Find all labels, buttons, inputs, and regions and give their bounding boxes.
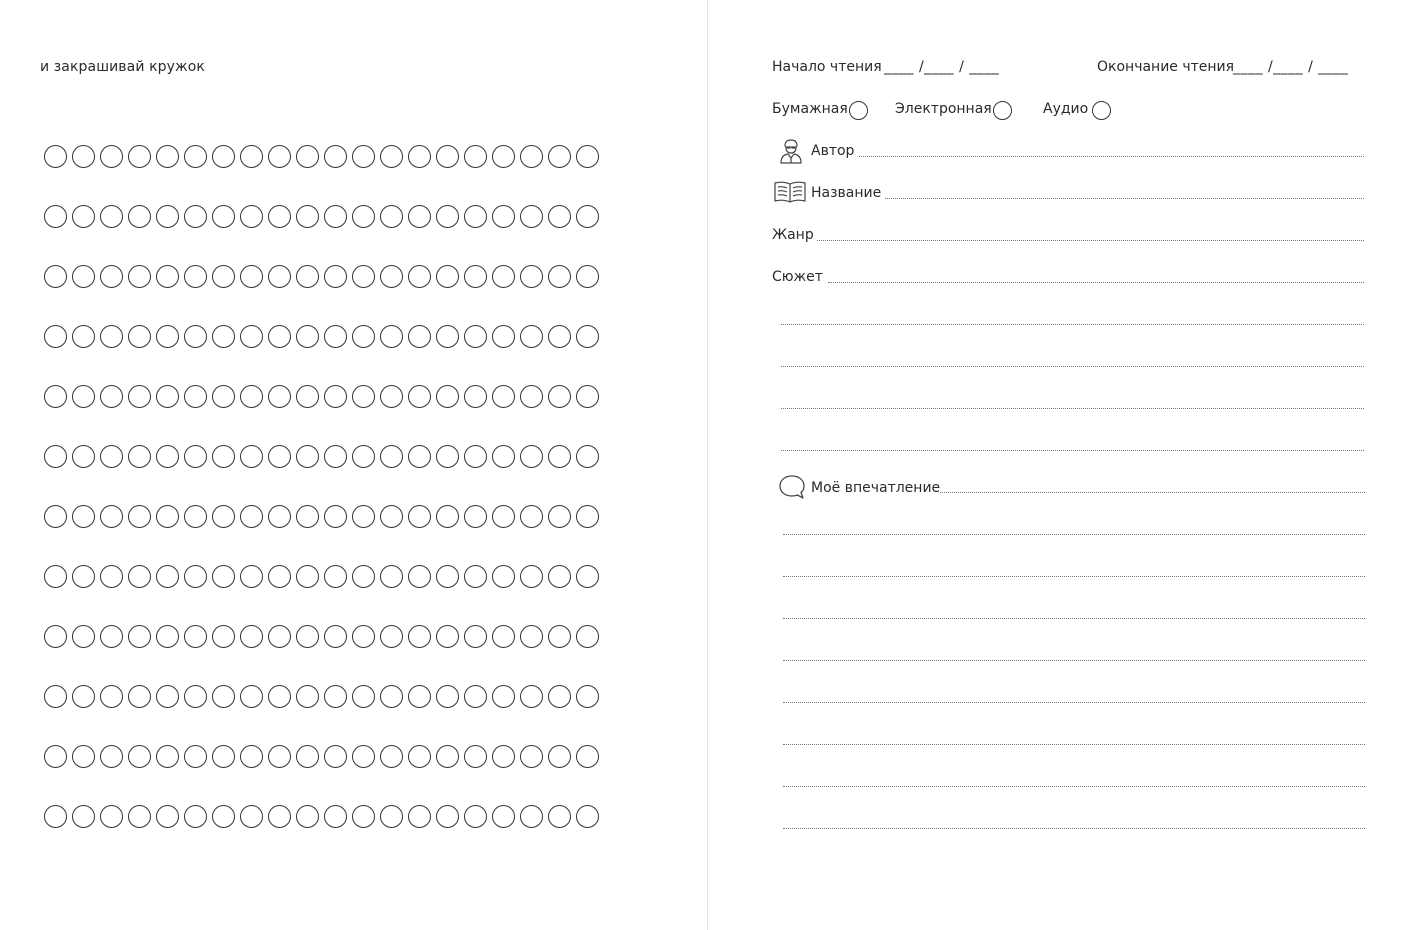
fill-circle[interactable] [464,325,487,348]
fill-circle[interactable] [100,205,123,228]
fill-circle[interactable] [548,145,571,168]
fill-circle[interactable] [436,805,459,828]
fill-circle[interactable] [184,505,207,528]
fill-circle[interactable] [576,505,599,528]
fill-circle[interactable] [100,445,123,468]
fill-circle[interactable] [548,505,571,528]
fill-circle[interactable] [184,625,207,648]
fill-circle[interactable] [100,745,123,768]
fill-circle[interactable] [492,445,515,468]
fill-circle[interactable] [576,685,599,708]
fill-circle[interactable] [464,625,487,648]
fill-circle[interactable] [352,265,375,288]
fill-circle[interactable] [408,325,431,348]
fill-circle[interactable] [380,625,403,648]
fill-circle[interactable] [436,445,459,468]
plot-input-line[interactable] [781,408,1364,409]
fill-circle[interactable] [100,625,123,648]
fill-circle[interactable] [72,205,95,228]
fill-circle[interactable] [212,505,235,528]
fill-circle[interactable] [128,805,151,828]
fill-circle[interactable] [380,745,403,768]
fill-circle[interactable] [408,505,431,528]
fill-circle[interactable] [100,565,123,588]
fill-circle[interactable] [44,145,67,168]
plot-input-line[interactable] [781,324,1364,325]
title-label: Название [811,185,882,201]
fill-circle[interactable] [464,685,487,708]
fill-circle[interactable] [128,265,151,288]
fill-circle[interactable] [156,385,179,408]
fill-circle[interactable] [156,625,179,648]
fill-circle[interactable] [128,745,151,768]
fill-circle[interactable] [184,325,207,348]
format-audio-label: Аудио [1043,101,1089,117]
fill-circle[interactable] [128,385,151,408]
fill-circle[interactable] [464,265,487,288]
fill-circle[interactable] [72,325,95,348]
fill-circle[interactable] [352,565,375,588]
fill-circle[interactable] [268,265,291,288]
fill-circle[interactable] [240,565,263,588]
fill-circle[interactable] [240,385,263,408]
fill-circle[interactable] [464,565,487,588]
fill-circle[interactable] [520,445,543,468]
fill-circle[interactable] [380,445,403,468]
impression-input-line[interactable] [783,576,1365,577]
fill-circle[interactable] [72,445,95,468]
fill-circle[interactable] [492,685,515,708]
fill-circle[interactable] [352,205,375,228]
fill-circle[interactable] [156,145,179,168]
fill-circle[interactable] [296,505,319,528]
fill-circle[interactable] [492,565,515,588]
fill-circle[interactable] [268,325,291,348]
fill-circle[interactable] [520,265,543,288]
circle-row [44,685,604,711]
fill-circle[interactable] [240,685,263,708]
reading-end-label: Окончание чтения [1097,59,1235,75]
circle-row [44,505,604,531]
fill-circle[interactable] [212,445,235,468]
fill-circle[interactable] [492,805,515,828]
impression-input-line[interactable] [783,618,1365,619]
fill-circle[interactable] [324,325,347,348]
plot-label: Сюжет [772,269,823,285]
fill-circle[interactable] [44,565,67,588]
impression-input-line[interactable] [783,534,1365,535]
fill-circle[interactable] [212,145,235,168]
fill-circle[interactable] [436,385,459,408]
fill-circle[interactable] [548,685,571,708]
fill-circle[interactable] [520,625,543,648]
fill-circle[interactable] [408,145,431,168]
fill-circle[interactable] [296,685,319,708]
fill-circle[interactable] [156,685,179,708]
fill-circle[interactable] [72,685,95,708]
author-label: Автор [811,143,855,159]
fill-circle[interactable] [128,145,151,168]
fill-circle[interactable] [548,625,571,648]
fill-circle[interactable] [184,565,207,588]
fill-circle[interactable] [268,505,291,528]
fill-circle[interactable] [380,145,403,168]
fill-circle[interactable] [492,325,515,348]
fill-circle[interactable] [492,385,515,408]
open-book-icon [773,180,807,204]
fill-circle[interactable] [352,745,375,768]
title-input-line[interactable] [885,198,1364,199]
page-divider [707,0,708,930]
fill-circle[interactable] [324,685,347,708]
fill-circle[interactable] [268,145,291,168]
fill-circle[interactable] [436,625,459,648]
fill-circle[interactable] [128,505,151,528]
fill-circle[interactable] [324,505,347,528]
fill-circle[interactable] [212,265,235,288]
fill-circle[interactable] [44,625,67,648]
fill-circle[interactable] [72,145,95,168]
fill-circle[interactable] [408,565,431,588]
format-audio-checkbox[interactable] [1092,101,1111,120]
fill-circle[interactable] [156,205,179,228]
fill-circle[interactable] [156,745,179,768]
fill-circle[interactable] [352,625,375,648]
fill-circle[interactable] [408,385,431,408]
fill-circle[interactable] [520,565,543,588]
impression-input-line[interactable] [783,828,1365,829]
fill-circle[interactable] [268,625,291,648]
fill-circle[interactable] [576,445,599,468]
impression-input-line[interactable] [783,702,1365,703]
fill-circle[interactable] [492,625,515,648]
fill-circle[interactable] [576,805,599,828]
author-portrait-icon [779,138,803,164]
fill-circle[interactable] [240,445,263,468]
fill-circle[interactable] [548,745,571,768]
fill-circle[interactable] [352,685,375,708]
circles-grid [44,145,604,865]
fill-circle[interactable] [72,745,95,768]
fill-circle[interactable] [464,145,487,168]
fill-circle[interactable] [436,505,459,528]
fill-circle[interactable] [72,505,95,528]
fill-circle[interactable] [436,745,459,768]
plot-input-line[interactable] [781,450,1364,451]
fill-circle[interactable] [548,205,571,228]
fill-circle[interactable] [324,805,347,828]
fill-circle[interactable] [548,445,571,468]
circle-row [44,205,604,231]
format-electronic-checkbox[interactable] [993,101,1012,120]
reading-end-date-field[interactable]: ____ /____ / ____ [1233,59,1349,75]
impression-input-line[interactable] [940,492,1365,493]
fill-circle[interactable] [128,445,151,468]
circle-row [44,385,604,411]
fill-circle[interactable] [408,445,431,468]
fill-circle[interactable] [352,325,375,348]
fill-circle[interactable] [352,805,375,828]
fill-circle[interactable] [128,205,151,228]
fill-circle[interactable] [212,325,235,348]
fill-circle[interactable] [212,205,235,228]
fill-circle[interactable] [240,745,263,768]
fill-circle[interactable] [576,265,599,288]
fill-circle[interactable] [44,685,67,708]
fill-circle[interactable] [240,805,263,828]
fill-circle[interactable] [492,505,515,528]
circle-row [44,805,604,831]
fill-circle[interactable] [380,565,403,588]
fill-circle[interactable] [436,685,459,708]
fill-circle[interactable] [324,265,347,288]
fill-circle[interactable] [520,385,543,408]
author-input-line[interactable] [859,156,1364,157]
fill-circle[interactable] [240,205,263,228]
fill-circle[interactable] [44,805,67,828]
fill-circle[interactable] [380,205,403,228]
fill-circle[interactable] [100,385,123,408]
fill-circle[interactable] [352,445,375,468]
fill-circle[interactable] [44,385,67,408]
fill-circle[interactable] [212,565,235,588]
fill-circle[interactable] [268,205,291,228]
fill-circle[interactable] [436,205,459,228]
fill-circle[interactable] [100,265,123,288]
fill-circle[interactable] [72,265,95,288]
fill-circle[interactable] [184,805,207,828]
fill-circle[interactable] [324,445,347,468]
fill-circle[interactable] [44,325,67,348]
fill-circle[interactable] [184,685,207,708]
fill-circle[interactable] [44,205,67,228]
impression-label: Моё впечатление [811,480,941,496]
fill-circle[interactable] [184,265,207,288]
fill-circle[interactable] [576,145,599,168]
fill-circle[interactable] [212,385,235,408]
fill-circle[interactable] [548,565,571,588]
fill-circle[interactable] [184,385,207,408]
fill-circle[interactable] [464,505,487,528]
fill-circle[interactable] [128,625,151,648]
fill-circle[interactable] [296,745,319,768]
fill-circle[interactable] [268,685,291,708]
reading-start-label: Начало чтения [772,59,882,75]
fill-circle[interactable] [268,745,291,768]
fill-circle[interactable] [436,145,459,168]
fill-circle[interactable] [156,805,179,828]
fill-circle[interactable] [464,745,487,768]
fill-circle[interactable] [324,745,347,768]
fill-circle[interactable] [100,325,123,348]
fill-circle[interactable] [576,565,599,588]
fill-circle[interactable] [548,385,571,408]
fill-circle[interactable] [240,325,263,348]
fill-circle[interactable] [520,505,543,528]
fill-circle[interactable] [352,145,375,168]
format-paper-checkbox[interactable] [849,101,868,120]
fill-circle[interactable] [576,385,599,408]
fill-circle[interactable] [44,265,67,288]
fill-circle[interactable] [128,325,151,348]
fill-circle[interactable] [296,325,319,348]
fill-circle[interactable] [576,325,599,348]
fill-circle[interactable] [380,505,403,528]
fill-circle[interactable] [156,565,179,588]
fill-circle[interactable] [212,805,235,828]
fill-circle[interactable] [156,505,179,528]
fill-circle[interactable] [184,205,207,228]
fill-circle[interactable] [296,805,319,828]
fill-circle[interactable] [520,205,543,228]
fill-circle[interactable] [184,445,207,468]
fill-circle[interactable] [380,685,403,708]
fill-circle[interactable] [72,565,95,588]
fill-circle[interactable] [100,685,123,708]
impression-input-line[interactable] [783,660,1365,661]
impression-input-line[interactable] [783,786,1365,787]
fill-circle[interactable] [408,685,431,708]
fill-circle[interactable] [408,805,431,828]
fill-circle[interactable] [352,385,375,408]
plot-input-line[interactable] [781,366,1364,367]
fill-circle[interactable] [268,805,291,828]
fill-circle[interactable] [184,145,207,168]
fill-circle[interactable] [324,145,347,168]
fill-circle[interactable] [268,445,291,468]
fill-circle[interactable] [464,445,487,468]
fill-circle[interactable] [72,385,95,408]
fill-circle[interactable] [72,805,95,828]
fill-circle[interactable] [464,385,487,408]
fill-circle[interactable] [296,205,319,228]
fill-circle[interactable] [100,505,123,528]
fill-circle[interactable] [520,145,543,168]
fill-circle[interactable] [44,745,67,768]
circle-row [44,625,604,651]
fill-circle[interactable] [576,625,599,648]
fill-circle[interactable] [240,265,263,288]
plot-input-line[interactable] [828,282,1364,283]
circle-row [44,145,604,171]
fill-circle[interactable] [240,625,263,648]
fill-circle[interactable] [492,145,515,168]
fill-circle[interactable] [436,325,459,348]
fill-circle[interactable] [296,625,319,648]
fill-circle[interactable] [72,625,95,648]
format-paper-label: Бумажная [772,101,848,117]
fill-circle[interactable] [492,265,515,288]
fill-circle[interactable] [520,805,543,828]
fill-circle[interactable] [44,505,67,528]
fill-circle[interactable] [352,505,375,528]
fill-circle[interactable] [212,745,235,768]
fill-circle[interactable] [324,565,347,588]
fill-circle[interactable] [268,385,291,408]
fill-circle[interactable] [548,805,571,828]
circle-row [44,445,604,471]
fill-circle[interactable] [380,265,403,288]
fill-circle[interactable] [408,745,431,768]
fill-circle[interactable] [548,265,571,288]
speech-bubble-icon [778,474,806,500]
fill-circle[interactable] [156,265,179,288]
fill-circle[interactable] [296,385,319,408]
fill-circle[interactable] [100,145,123,168]
fill-circle[interactable] [324,205,347,228]
fill-circle[interactable] [296,565,319,588]
fill-circle[interactable] [520,325,543,348]
fill-circle[interactable] [296,445,319,468]
fill-circle[interactable] [240,145,263,168]
fill-circle[interactable] [520,685,543,708]
reading-start-date-field[interactable]: ____ /____ / ____ [884,59,1000,75]
fill-circle[interactable] [296,145,319,168]
fill-circle[interactable] [44,445,67,468]
fill-circle[interactable] [492,205,515,228]
fill-circle[interactable] [268,565,291,588]
fill-circle[interactable] [380,805,403,828]
fill-circle[interactable] [184,745,207,768]
fill-circle[interactable] [380,385,403,408]
fill-circle[interactable] [520,745,543,768]
impression-input-line[interactable] [783,744,1365,745]
fill-circle[interactable] [156,325,179,348]
format-electronic-label: Электронная [895,101,992,117]
fill-circle[interactable] [408,265,431,288]
fill-circle[interactable] [436,565,459,588]
circle-row [44,325,604,351]
fill-circle[interactable] [436,265,459,288]
circle-row [44,565,604,591]
circle-row [44,265,604,291]
fill-circle[interactable] [464,805,487,828]
fill-circle[interactable] [324,625,347,648]
fill-circle[interactable] [380,325,403,348]
fill-circle[interactable] [212,685,235,708]
fill-circle[interactable] [492,745,515,768]
fill-circle[interactable] [548,325,571,348]
circle-row [44,745,604,771]
fill-circle[interactable] [464,205,487,228]
fill-circle[interactable] [128,565,151,588]
instruction-text: и закрашивай кружок [40,59,205,75]
fill-circle[interactable] [296,265,319,288]
fill-circle[interactable] [408,625,431,648]
fill-circle[interactable] [408,205,431,228]
fill-circle[interactable] [324,385,347,408]
genre-label: Жанр [772,227,814,243]
fill-circle[interactable] [156,445,179,468]
fill-circle[interactable] [100,805,123,828]
genre-input-line[interactable] [817,240,1364,241]
fill-circle[interactable] [240,505,263,528]
fill-circle[interactable] [212,625,235,648]
fill-circle[interactable] [576,205,599,228]
fill-circle[interactable] [128,685,151,708]
fill-circle[interactable] [576,745,599,768]
